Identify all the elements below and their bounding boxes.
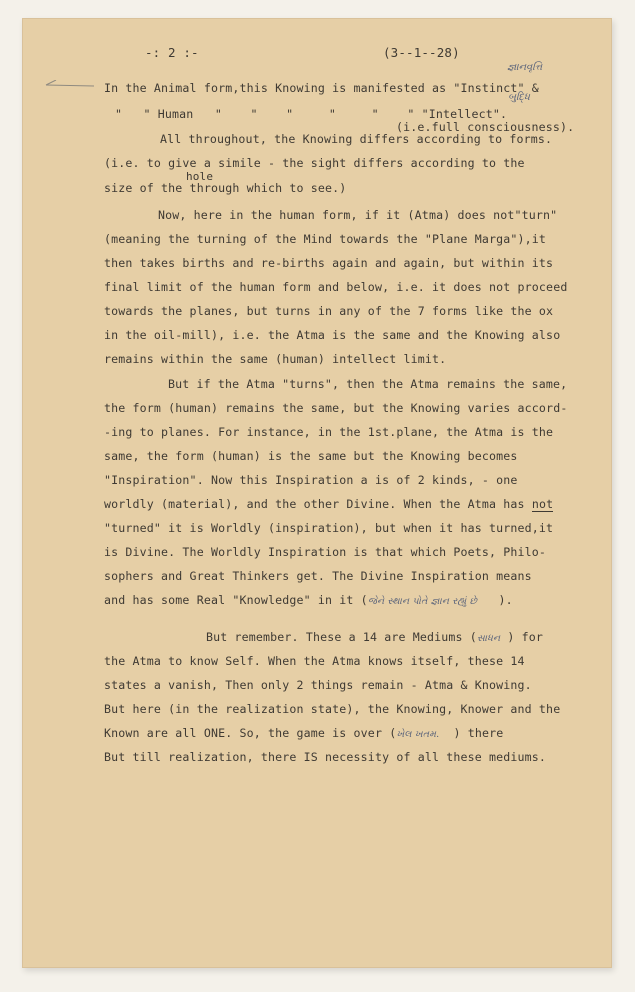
text-line: final limit of the human form and below, i.e. it does not proceed xyxy=(104,280,568,294)
text-line: and has some Real "Knowledge" in it (જેને સ્થાન પોતે જ્ઞાન રહ્યું છે ). xyxy=(104,593,513,607)
handwritten-gujarati: જેને સ્થાન પોતે જ્ઞાન રહ્યું છે xyxy=(367,596,478,607)
text-line: size of the through which to see.) xyxy=(104,181,347,195)
handwritten-instinct-note: જ્ઞાનવૃત્તિ xyxy=(507,62,543,73)
text-line: But if the Atma "turns", then the Atma remains the same, xyxy=(168,377,568,391)
text-line: All throughout, the Knowing differs according to forms. xyxy=(160,132,553,146)
text-line: states a vanish, Then only 2 things remain - Atma & Knowing. xyxy=(104,678,532,692)
page-date: (3--1--28) xyxy=(383,45,460,60)
text-line: But remember. These a 14 are Mediums (સાધન ) for xyxy=(206,630,544,644)
text-line: in the oil-mill), i.e. the Atma is the same and the Knowing also xyxy=(104,328,561,342)
text-line: (meaning the turning of the Mind towards the "Plane Marga"),it xyxy=(104,232,547,246)
text-line: "Inspiration". Now this Inspiration a is of 2 kinds, - one xyxy=(104,473,518,487)
text-line: But here (in the realization state), the Knowing, Knower and the xyxy=(104,702,561,716)
text-line: Now, here in the human form, if it (Atma) does not"turn" xyxy=(158,208,558,222)
text-line: " " Human " " " " " " "Intellect". xyxy=(115,107,508,121)
text-line: towards the planes, but turns in any of the 7 forms like the ox xyxy=(104,304,554,318)
underlined-word: not xyxy=(531,497,554,511)
handwritten-intellect-note: બુદ્ધિ xyxy=(508,92,530,103)
page-number: -: 2 :- xyxy=(145,45,199,60)
text-line: -ing to planes. For instance, in the 1st.plane, the Atma is the xyxy=(104,425,554,439)
handwritten-gujarati: સાધન xyxy=(476,633,501,644)
text-line: is Divine. The Worldly Inspiration is that which Poets, Philo- xyxy=(104,545,547,559)
text-line: (i.e. to give a simile - the sight differs according to the xyxy=(104,156,525,170)
text-line: the Atma to know Self. When the Atma knows itself, these 14 xyxy=(104,654,525,668)
text-line: "turned" it is Worldly (inspiration), but when it has turned,it xyxy=(104,521,554,535)
text-line: sophers and Great Thinkers get. The Divine Inspiration means xyxy=(104,569,532,583)
text-line: But till realization, there IS necessity of all these mediums. xyxy=(104,750,547,764)
text-insertion: hole xyxy=(186,170,214,183)
text-line: then takes births and re-births again and again, but within its xyxy=(104,256,554,270)
handwritten-gujarati: ખેલ ખતમ. xyxy=(396,729,440,740)
text-line: the form (human) remains the same, but the Knowing varies accord- xyxy=(104,401,568,415)
text-line: remains within the same (human) intellect limit. xyxy=(104,352,447,366)
text-line: worldly (material), and the other Divine. When the Atma has not xyxy=(104,497,554,511)
text-line: (i.e.full consciousness). xyxy=(396,120,575,134)
text-line: same, the form (human) is the same but the Knowing becomes xyxy=(104,449,518,463)
margin-arrow-mark xyxy=(42,80,94,90)
text-line: In the Animal form,this Knowing is manifested as "Instinct" & xyxy=(104,81,539,95)
text-line: Known are all ONE. So, the game is over (ખેલ ખતમ. ) there xyxy=(104,726,504,740)
